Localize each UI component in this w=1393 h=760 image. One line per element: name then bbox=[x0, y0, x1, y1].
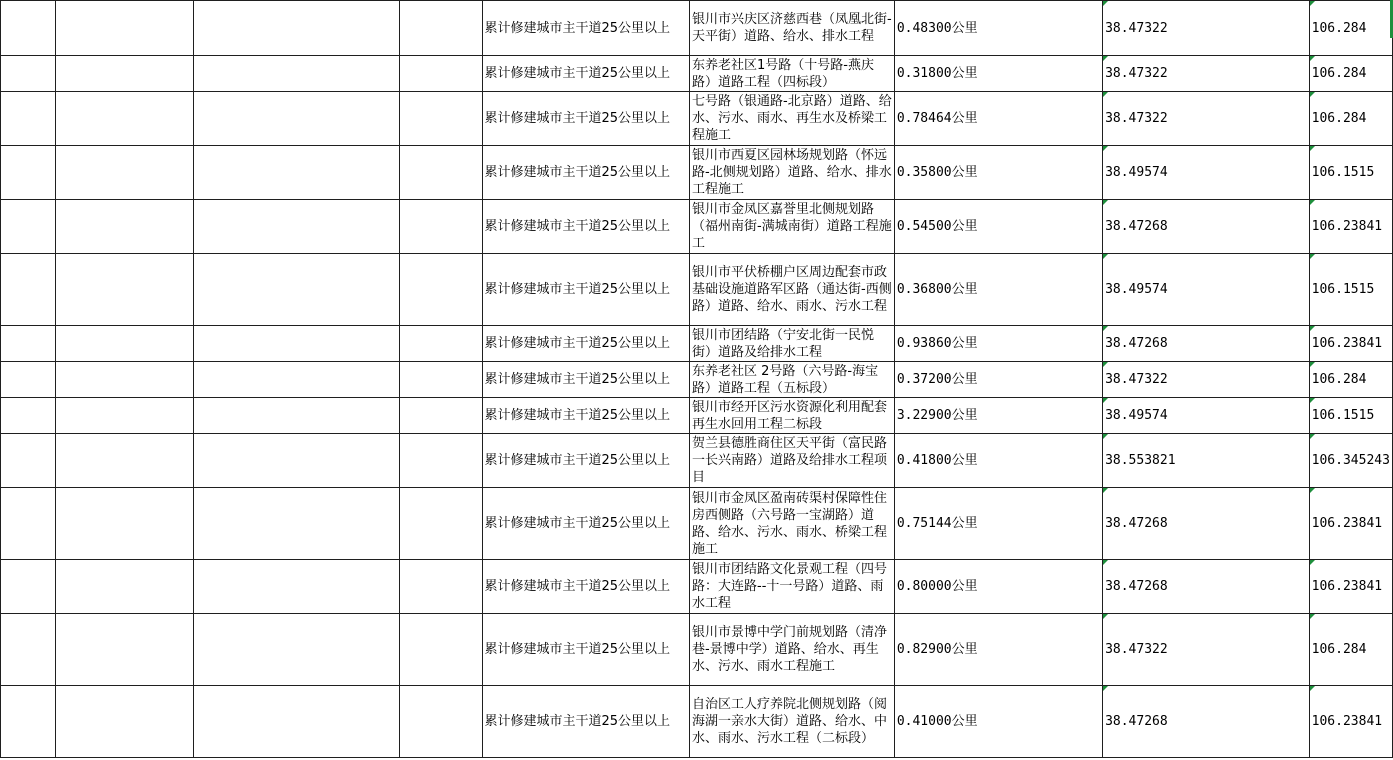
empty-cell[interactable] bbox=[193, 254, 399, 326]
number-as-text-indicator bbox=[1103, 488, 1108, 493]
table-row bbox=[1, 686, 1393, 758]
latitude-cell[interactable] bbox=[1103, 434, 1310, 488]
category-cell[interactable] bbox=[482, 488, 690, 560]
project-name-cell[interactable] bbox=[690, 560, 895, 614]
empty-cell[interactable] bbox=[1, 560, 56, 614]
empty-cell[interactable] bbox=[193, 488, 399, 560]
empty-cell[interactable] bbox=[56, 614, 194, 686]
latitude-cell[interactable] bbox=[1103, 686, 1310, 758]
project-name-cell-text: 银川市平伏桥棚户区周边配套市政基础设施道路军区路（通达街-西侧路）道路、给水、雨水、污水工程 bbox=[692, 265, 892, 314]
longitude-cell[interactable] bbox=[1309, 146, 1392, 200]
empty-cell[interactable] bbox=[399, 434, 482, 488]
project-name-cell-text: 自治区工人疗养院北侧规划路（阅海湖一亲水大街）道路、给水、中水、雨水、污水工程（二标段） bbox=[692, 697, 888, 746]
longitude-cell[interactable] bbox=[1309, 614, 1392, 686]
empty-cell[interactable] bbox=[56, 686, 194, 758]
longitude-cell[interactable] bbox=[1309, 488, 1392, 560]
category-cell[interactable] bbox=[482, 398, 690, 434]
length-cell[interactable] bbox=[894, 92, 1102, 146]
empty-cell[interactable] bbox=[193, 1, 399, 56]
table-row bbox=[1, 398, 1393, 434]
length-cell[interactable] bbox=[894, 686, 1102, 758]
empty-cell[interactable] bbox=[56, 56, 194, 92]
latitude-cell[interactable] bbox=[1103, 92, 1310, 146]
latitude-cell-text: 38.49574 bbox=[1105, 408, 1168, 423]
category-cell-text: 累计修建城市主干道25公里以上 bbox=[484, 516, 671, 531]
latitude-cell[interactable] bbox=[1103, 560, 1310, 614]
empty-cell[interactable] bbox=[1, 488, 56, 560]
category-cell-text: 累计修建城市主干道25公里以上 bbox=[484, 642, 671, 657]
empty-cell[interactable] bbox=[1, 326, 56, 362]
length-cell[interactable] bbox=[894, 398, 1102, 434]
latitude-cell[interactable] bbox=[1103, 614, 1310, 686]
category-cell-text: 累计修建城市主干道25公里以上 bbox=[484, 714, 671, 729]
longitude-cell-text: 106.284 bbox=[1311, 20, 1367, 36]
number-as-text-indicator bbox=[1103, 146, 1108, 151]
longitude-cell-text: 106.23841 bbox=[1311, 579, 1383, 594]
category-cell-text: 累计修建城市主干道25公里以上 bbox=[484, 579, 671, 594]
empty-cell[interactable] bbox=[399, 200, 482, 254]
number-as-text-indicator bbox=[1103, 254, 1108, 259]
empty-cell[interactable] bbox=[56, 398, 194, 434]
empty-cell[interactable] bbox=[56, 146, 194, 200]
longitude-cell[interactable] bbox=[1309, 254, 1392, 326]
length-cell[interactable] bbox=[894, 434, 1102, 488]
category-cell-text: 累计修建城市主干道25公里以上 bbox=[484, 453, 671, 468]
longitude-cell-text: 106.284 bbox=[1311, 372, 1367, 387]
number-as-text-indicator bbox=[1310, 362, 1315, 367]
number-as-text-indicator bbox=[1310, 488, 1315, 493]
table-row bbox=[1, 92, 1393, 146]
empty-cell[interactable] bbox=[399, 398, 482, 434]
number-as-text-indicator bbox=[1310, 254, 1315, 259]
table-row bbox=[1, 56, 1393, 92]
longitude-cell[interactable] bbox=[1309, 56, 1392, 92]
project-name-cell-text: 银川市经开区污水资源化利用配套再生水回用工程二标段 bbox=[692, 399, 888, 432]
category-cell-text: 累计修建城市主干道25公里以上 bbox=[484, 20, 671, 36]
latitude-cell-text: 38.47268 bbox=[1105, 516, 1168, 531]
empty-cell[interactable] bbox=[1, 254, 56, 326]
length-cell-text: 0.36800公里 bbox=[896, 282, 978, 297]
longitude-cell-text: 106.1515 bbox=[1311, 165, 1375, 180]
longitude-cell[interactable] bbox=[1309, 686, 1392, 758]
project-name-cell[interactable] bbox=[690, 434, 895, 488]
empty-cell[interactable] bbox=[1, 92, 56, 146]
category-cell[interactable] bbox=[482, 92, 690, 146]
empty-cell[interactable] bbox=[399, 686, 482, 758]
length-cell[interactable] bbox=[894, 200, 1102, 254]
length-cell-text: 0.80000公里 bbox=[896, 579, 978, 594]
empty-cell[interactable] bbox=[56, 1, 194, 56]
project-name-cell-text: 银川市团结路文化景观工程（四号路：大连路--十一号路）道路、雨水工程 bbox=[692, 562, 888, 611]
number-as-text-indicator bbox=[1310, 326, 1315, 331]
empty-cell[interactable] bbox=[1, 434, 56, 488]
longitude-cell-text: 106.23841 bbox=[1311, 714, 1383, 729]
longitude-cell-text: 106.284 bbox=[1311, 642, 1367, 657]
category-cell[interactable] bbox=[482, 56, 690, 92]
project-name-cell[interactable] bbox=[690, 614, 895, 686]
length-cell[interactable] bbox=[894, 326, 1102, 362]
empty-cell[interactable] bbox=[399, 146, 482, 200]
latitude-cell-text: 38.47268 bbox=[1105, 336, 1168, 351]
latitude-cell-text: 38.47322 bbox=[1105, 642, 1168, 657]
number-as-text-indicator bbox=[1103, 614, 1108, 619]
length-cell[interactable] bbox=[894, 56, 1102, 92]
project-name-cell-text: 东养老社区 2号路（六号路-海宝路）道路工程（五标段） bbox=[692, 363, 879, 396]
longitude-cell-text: 106.284 bbox=[1311, 111, 1367, 126]
empty-cell[interactable] bbox=[56, 362, 194, 398]
empty-cell[interactable] bbox=[399, 560, 482, 614]
project-name-cell[interactable] bbox=[690, 146, 895, 200]
table-row bbox=[1, 254, 1393, 326]
empty-cell[interactable] bbox=[1, 362, 56, 398]
table-row bbox=[1, 434, 1393, 488]
project-name-cell[interactable] bbox=[690, 398, 895, 434]
project-name-cell[interactable] bbox=[690, 362, 895, 398]
length-cell-text: 0.82900公里 bbox=[896, 642, 978, 657]
category-cell[interactable] bbox=[482, 200, 690, 254]
category-cell[interactable] bbox=[482, 560, 690, 614]
table-row bbox=[1, 1, 1393, 56]
latitude-cell-text: 38.47322 bbox=[1105, 20, 1168, 36]
empty-cell[interactable] bbox=[399, 92, 482, 146]
latitude-cell[interactable] bbox=[1103, 56, 1310, 92]
project-name-cell-text: 银川市兴庆区济慈西巷（凤凰北街-天平街）道路、给水、排水工程 bbox=[692, 12, 892, 44]
longitude-cell[interactable] bbox=[1309, 434, 1392, 488]
number-as-text-indicator bbox=[1103, 398, 1108, 403]
length-cell[interactable] bbox=[894, 254, 1102, 326]
project-name-cell-text: 东养老社区1号路（十号路-燕庆路）道路工程（四标段） bbox=[692, 57, 874, 90]
category-cell-text: 累计修建城市主干道25公里以上 bbox=[484, 372, 671, 387]
length-cell[interactable] bbox=[894, 488, 1102, 560]
longitude-cell-text: 106.23841 bbox=[1311, 219, 1383, 234]
number-as-text-indicator bbox=[1103, 56, 1108, 61]
empty-cell[interactable] bbox=[193, 434, 399, 488]
category-cell-text: 累计修建城市主干道25公里以上 bbox=[484, 336, 671, 351]
latitude-cell[interactable] bbox=[1103, 362, 1310, 398]
project-name-cell[interactable] bbox=[690, 92, 895, 146]
number-as-text-indicator bbox=[1310, 614, 1315, 619]
empty-cell[interactable] bbox=[399, 56, 482, 92]
empty-cell[interactable] bbox=[399, 614, 482, 686]
length-cell-text: 0.41000公里 bbox=[896, 714, 978, 729]
empty-cell[interactable] bbox=[193, 56, 399, 92]
number-as-text-indicator bbox=[1103, 200, 1108, 205]
category-cell-text: 累计修建城市主干道25公里以上 bbox=[484, 282, 671, 297]
latitude-cell[interactable] bbox=[1103, 254, 1310, 326]
empty-cell[interactable] bbox=[56, 200, 194, 254]
empty-cell[interactable] bbox=[193, 614, 399, 686]
table-row bbox=[1, 362, 1393, 398]
table-row bbox=[1, 614, 1393, 686]
category-cell-text: 累计修建城市主干道25公里以上 bbox=[484, 165, 671, 180]
empty-cell[interactable] bbox=[1, 398, 56, 434]
length-cell-text: 0.41800公里 bbox=[896, 453, 978, 468]
project-name-cell[interactable] bbox=[690, 1, 895, 56]
latitude-cell-text: 38.47268 bbox=[1105, 579, 1168, 594]
empty-cell[interactable] bbox=[193, 146, 399, 200]
table-row bbox=[1, 326, 1393, 362]
empty-cell[interactable] bbox=[193, 326, 399, 362]
longitude-cell[interactable] bbox=[1309, 200, 1392, 254]
project-name-cell-text: 七号路（银通路-北京路）道路、给水、污水、雨水、再生水及桥梁工程施工 bbox=[692, 94, 892, 143]
project-name-cell[interactable] bbox=[690, 254, 895, 326]
number-as-text-indicator bbox=[1310, 200, 1315, 205]
empty-cell[interactable] bbox=[56, 92, 194, 146]
project-name-cell-text: 银川市西夏区园林场规划路（怀远路-北侧规划路）道路、给水、排水工程施工 bbox=[692, 148, 892, 197]
length-cell[interactable] bbox=[894, 146, 1102, 200]
project-name-cell-text: 银川市金凤区盈南砖渠村保障性住房西侧路（六号路一宝湖路）道路、给水、污水、雨水、桥梁工程施工 bbox=[692, 490, 888, 557]
latitude-cell-text: 38.47322 bbox=[1105, 66, 1168, 81]
number-as-text-indicator bbox=[1310, 434, 1315, 439]
empty-cell[interactable] bbox=[1, 1, 56, 56]
category-cell-text: 累计修建城市主干道25公里以上 bbox=[484, 111, 671, 126]
longitude-cell[interactable] bbox=[1309, 560, 1392, 614]
category-cell[interactable] bbox=[482, 1, 690, 56]
empty-cell[interactable] bbox=[399, 488, 482, 560]
latitude-cell-text: 38.47268 bbox=[1105, 714, 1168, 729]
latitude-cell-text: 38.553821 bbox=[1105, 453, 1176, 468]
length-cell-text: 0.37200公里 bbox=[896, 372, 978, 387]
longitude-cell-text: 106.23841 bbox=[1311, 336, 1383, 351]
category-cell[interactable] bbox=[482, 326, 690, 362]
empty-cell[interactable] bbox=[399, 326, 482, 362]
table-row bbox=[1, 488, 1393, 560]
number-as-text-indicator bbox=[1310, 146, 1315, 151]
empty-cell[interactable] bbox=[1, 146, 56, 200]
longitude-cell-text: 106.284 bbox=[1311, 66, 1367, 81]
number-as-text-indicator bbox=[1103, 1, 1108, 6]
empty-cell[interactable] bbox=[1, 614, 56, 686]
category-cell-text: 累计修建城市主干道25公里以上 bbox=[484, 66, 671, 81]
length-cell-text: 0.78464公里 bbox=[896, 111, 978, 126]
longitude-cell[interactable] bbox=[1309, 398, 1392, 434]
empty-cell[interactable] bbox=[399, 1, 482, 56]
latitude-cell[interactable] bbox=[1103, 488, 1310, 560]
length-cell[interactable] bbox=[894, 1, 1102, 56]
longitude-cell-text: 106.1515 bbox=[1311, 408, 1375, 423]
project-name-cell[interactable] bbox=[690, 326, 895, 362]
latitude-cell-text: 38.49574 bbox=[1105, 165, 1168, 180]
latitude-cell[interactable] bbox=[1103, 326, 1310, 362]
project-name-cell-text: 银川市金凤区嘉誉里北侧规划路（福州南街-满城南街）道路工程施工 bbox=[692, 202, 892, 251]
empty-cell[interactable] bbox=[399, 362, 482, 398]
number-as-text-indicator bbox=[1103, 326, 1108, 331]
latitude-cell-text: 38.47322 bbox=[1105, 372, 1168, 387]
project-name-cell[interactable] bbox=[690, 200, 895, 254]
number-as-text-indicator bbox=[1103, 362, 1108, 367]
empty-cell[interactable] bbox=[193, 92, 399, 146]
category-cell[interactable] bbox=[482, 146, 690, 200]
project-name-cell-text: 银川市团结路（宁安北街一民悦街）道路及给排水工程 bbox=[692, 327, 875, 360]
category-cell[interactable] bbox=[482, 362, 690, 398]
length-cell-text: 0.93860公里 bbox=[896, 336, 978, 351]
project-name-cell[interactable] bbox=[690, 56, 895, 92]
longitude-cell[interactable] bbox=[1309, 92, 1392, 146]
latitude-cell[interactable] bbox=[1103, 1, 1310, 56]
empty-cell[interactable] bbox=[1, 56, 56, 92]
latitude-cell-text: 38.47268 bbox=[1105, 219, 1168, 234]
empty-cell[interactable] bbox=[56, 434, 194, 488]
project-name-cell[interactable] bbox=[690, 488, 895, 560]
longitude-cell-text: 106.1515 bbox=[1311, 282, 1375, 297]
empty-cell[interactable] bbox=[193, 362, 399, 398]
length-cell-text: 0.75144公里 bbox=[896, 516, 978, 531]
number-as-text-indicator bbox=[1310, 92, 1315, 97]
category-cell-text: 累计修建城市主干道25公里以上 bbox=[484, 219, 671, 234]
project-name-cell[interactable] bbox=[690, 686, 895, 758]
empty-cell[interactable] bbox=[56, 560, 194, 614]
empty-cell[interactable] bbox=[1, 200, 56, 254]
empty-cell[interactable] bbox=[1, 686, 56, 758]
length-cell-text: 0.35800公里 bbox=[896, 165, 978, 180]
longitude-cell[interactable] bbox=[1309, 326, 1392, 362]
longitude-cell[interactable] bbox=[1309, 362, 1392, 398]
number-as-text-indicator bbox=[1103, 560, 1108, 565]
longitude-cell[interactable] bbox=[1309, 1, 1392, 56]
empty-cell[interactable] bbox=[193, 686, 399, 758]
empty-cell[interactable] bbox=[399, 254, 482, 326]
longitude-cell-text: 106.345243 bbox=[1311, 453, 1390, 468]
category-cell[interactable] bbox=[482, 254, 690, 326]
empty-cell[interactable] bbox=[56, 326, 194, 362]
category-cell-text: 累计修建城市主干道25公里以上 bbox=[484, 408, 671, 423]
empty-cell[interactable] bbox=[56, 488, 194, 560]
length-cell-text: 3.22900公里 bbox=[896, 408, 978, 423]
length-cell-text: 0.48300公里 bbox=[896, 20, 978, 36]
category-cell[interactable] bbox=[482, 434, 690, 488]
number-as-text-indicator bbox=[1310, 560, 1315, 565]
length-cell[interactable] bbox=[894, 614, 1102, 686]
latitude-cell[interactable] bbox=[1103, 146, 1310, 200]
empty-cell[interactable] bbox=[193, 200, 399, 254]
latitude-cell[interactable] bbox=[1103, 398, 1310, 434]
latitude-cell-text: 38.49574 bbox=[1105, 282, 1168, 297]
project-name-cell-text: 银川市景博中学门前规划路（清净巷-景博中学）道路、给水、再生水、污水、雨水工程施工 bbox=[692, 625, 888, 674]
number-as-text-indicator bbox=[1103, 434, 1108, 439]
number-as-text-indicator bbox=[1310, 56, 1315, 61]
length-cell-text: 0.54500公里 bbox=[896, 219, 978, 234]
number-as-text-indicator bbox=[1310, 1, 1315, 6]
table-row bbox=[1, 200, 1393, 254]
length-cell[interactable] bbox=[894, 560, 1102, 614]
empty-cell[interactable] bbox=[193, 398, 399, 434]
category-cell[interactable] bbox=[482, 614, 690, 686]
number-as-text-indicator bbox=[1103, 92, 1108, 97]
number-as-text-indicator bbox=[1310, 686, 1315, 691]
latitude-cell-text: 38.47322 bbox=[1105, 111, 1168, 126]
project-name-cell-text: 贺兰县德胜商住区天平街（富民路一长兴南路）道路及给排水工程项目 bbox=[692, 436, 888, 485]
longitude-cell-text: 106.23841 bbox=[1311, 516, 1383, 531]
length-cell[interactable] bbox=[894, 362, 1102, 398]
number-as-text-indicator bbox=[1103, 686, 1108, 691]
empty-cell[interactable] bbox=[193, 560, 399, 614]
number-as-text-indicator bbox=[1310, 398, 1315, 403]
category-cell[interactable] bbox=[482, 686, 690, 758]
table-row bbox=[1, 146, 1393, 200]
latitude-cell[interactable] bbox=[1103, 200, 1310, 254]
empty-cell[interactable] bbox=[56, 254, 194, 326]
table-row bbox=[1, 560, 1393, 614]
length-cell-text: 0.31800公里 bbox=[896, 66, 978, 81]
